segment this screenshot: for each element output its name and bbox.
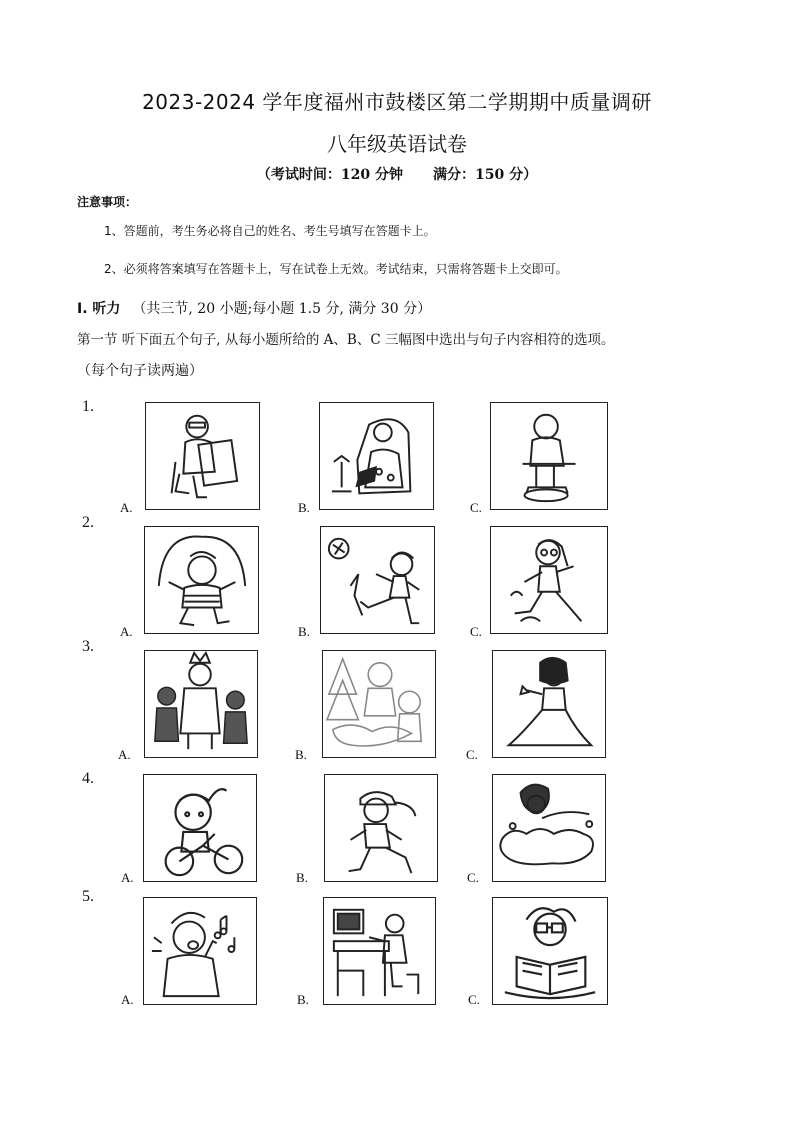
old-man-foot-bath-icon[interactable] xyxy=(490,402,608,510)
girl-jumping-rope-icon[interactable] xyxy=(144,526,259,634)
section-label: I. 听力 xyxy=(77,301,121,317)
question-number: 4. xyxy=(82,770,94,787)
note-item: 1、答题前，考生务必将自己的姓名、考生号填写在答题卡上。 xyxy=(104,224,436,238)
snow-white-icon[interactable] xyxy=(492,650,606,758)
option-letter: A. xyxy=(121,992,134,1007)
option-letter: B. xyxy=(298,624,310,639)
option-letter: A. xyxy=(120,624,133,639)
exam-title: 2023-2024 学年度福州市鼓楼区第二学期期中质量调研 xyxy=(142,90,652,114)
woman-in-armchair-icon[interactable] xyxy=(319,402,434,510)
children-christmas-tree-icon[interactable] xyxy=(322,650,436,758)
note-item: 2、必须将答案填写在答题卡上，写在试卷上无效。考试结束，只需将答题卡上交即可。 xyxy=(104,262,568,276)
girl-in-bath-icon[interactable] xyxy=(492,774,606,882)
boy-reading-book-icon[interactable] xyxy=(492,897,608,1005)
section-heading xyxy=(77,298,431,318)
option-letter: C. xyxy=(470,624,482,639)
option-letter: B. xyxy=(298,500,310,515)
section-desc: （共三节, 20 小题;每小题 1.5 分, 满分 30 分） xyxy=(132,301,432,317)
girl-kicking-ball-icon[interactable] xyxy=(320,526,435,634)
boy-running-cap-icon[interactable] xyxy=(324,774,438,882)
question-number: 5. xyxy=(82,888,94,905)
option-letter: C. xyxy=(470,500,482,515)
part1-instruction: 第一节 听下面五个句子, 从每小题所给的 A、B、C 三幅图中选出与句子内容相符的选项。 xyxy=(77,332,615,348)
option-letter: C. xyxy=(467,870,479,885)
question-number: 3. xyxy=(82,638,94,655)
notes-heading: 注意事项： xyxy=(77,195,138,209)
man-reading-newspaper-icon[interactable] xyxy=(145,402,260,510)
exam-info xyxy=(0,164,794,184)
girl-riding-bike-icon[interactable] xyxy=(143,774,257,882)
part1-note: （每个句子读两遍） xyxy=(77,363,203,379)
boy-singing-icon[interactable] xyxy=(143,897,257,1005)
option-letter: B. xyxy=(297,992,309,1007)
option-letter: B. xyxy=(296,870,308,885)
exam-time: （考试时间：120 分钟 xyxy=(256,167,403,183)
option-letter: A. xyxy=(118,747,131,762)
girl-running-icon[interactable] xyxy=(490,526,608,634)
option-letter: C. xyxy=(468,992,480,1007)
question-number: 2. xyxy=(82,514,94,531)
king-and-dwarfs-icon[interactable] xyxy=(144,650,258,758)
question-number: 1. xyxy=(82,398,94,415)
exam-score: 满分：150 分） xyxy=(433,167,538,183)
option-letter: A. xyxy=(120,500,133,515)
option-letter: C. xyxy=(466,747,478,762)
exam-subtitle: 八年级英语试卷 xyxy=(327,132,467,156)
option-letter: B. xyxy=(295,747,307,762)
option-letter: A. xyxy=(121,870,134,885)
man-at-computer-icon[interactable] xyxy=(323,897,436,1005)
